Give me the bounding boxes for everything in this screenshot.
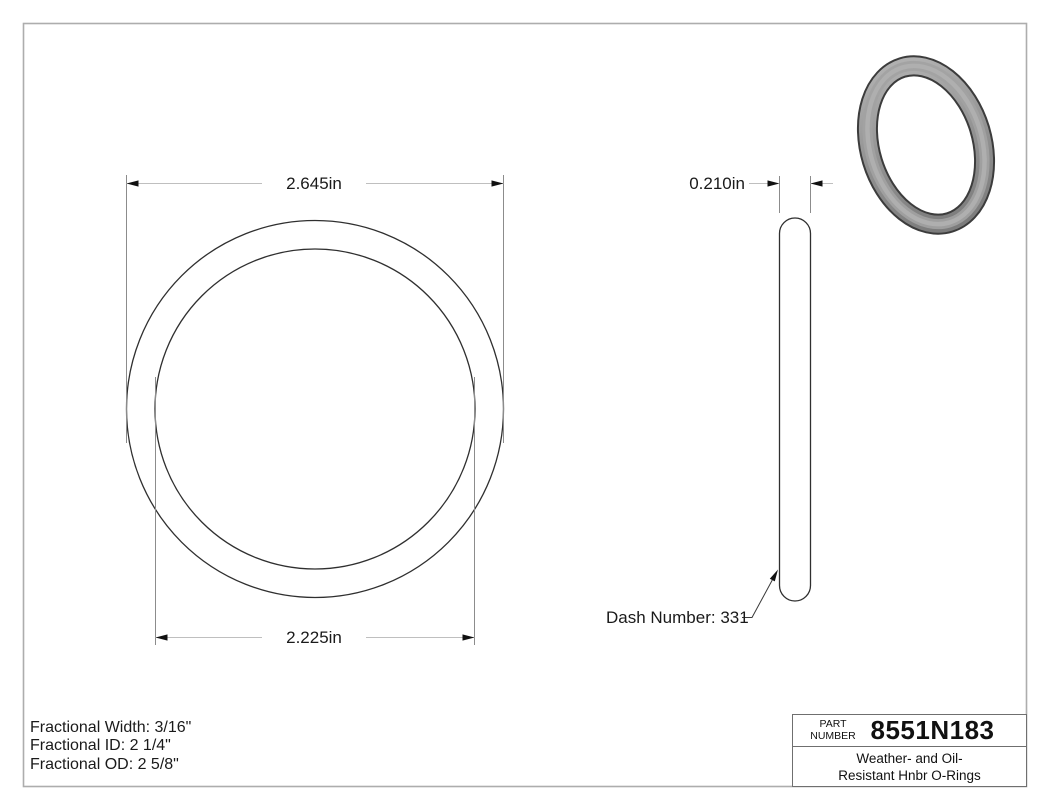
fractional-specs xyxy=(30,719,191,774)
part-description xyxy=(793,747,1026,784)
id-arrow-right xyxy=(463,634,475,640)
dash-number-label: Dash Number: 331 xyxy=(606,608,749,627)
width-arrow-right xyxy=(811,180,823,186)
id-arrow-left xyxy=(156,634,168,640)
width-dimension-label: 0.210in xyxy=(689,174,745,193)
spec-fractional-id: Fractional ID: 2 1/4" xyxy=(30,737,171,755)
title-block xyxy=(792,714,1027,787)
od-dimension-label: 2.645in xyxy=(286,174,342,193)
spec-fractional-width: Fractional Width: 3/16" xyxy=(30,719,192,736)
title-block-part-row xyxy=(793,715,1026,747)
oring-front-inner-circle xyxy=(155,249,475,569)
od-arrow-right xyxy=(492,180,504,186)
width-arrow-left xyxy=(768,180,780,186)
dash-leader-arrow xyxy=(770,570,778,582)
part-caption-line1: PART xyxy=(819,718,847,730)
oring-3d-render xyxy=(849,51,1003,239)
oring-side-profile xyxy=(780,218,811,601)
part-description-line1: Weather- and Oil- xyxy=(856,751,963,766)
part-number-caption xyxy=(793,719,865,742)
width-extension-lines xyxy=(780,176,811,213)
part-caption-line2: NUMBER xyxy=(810,729,856,742)
spec-fractional-od: Fractional OD: 2 5/8" xyxy=(30,755,179,773)
od-arrow-left xyxy=(127,180,139,186)
id-dimension-label: 2.225in xyxy=(286,628,342,647)
width-dimension xyxy=(749,176,833,213)
part-description-line2: Resistant Hnbr O-Rings xyxy=(838,768,981,783)
part-number-value: 8551N183 xyxy=(870,715,995,745)
